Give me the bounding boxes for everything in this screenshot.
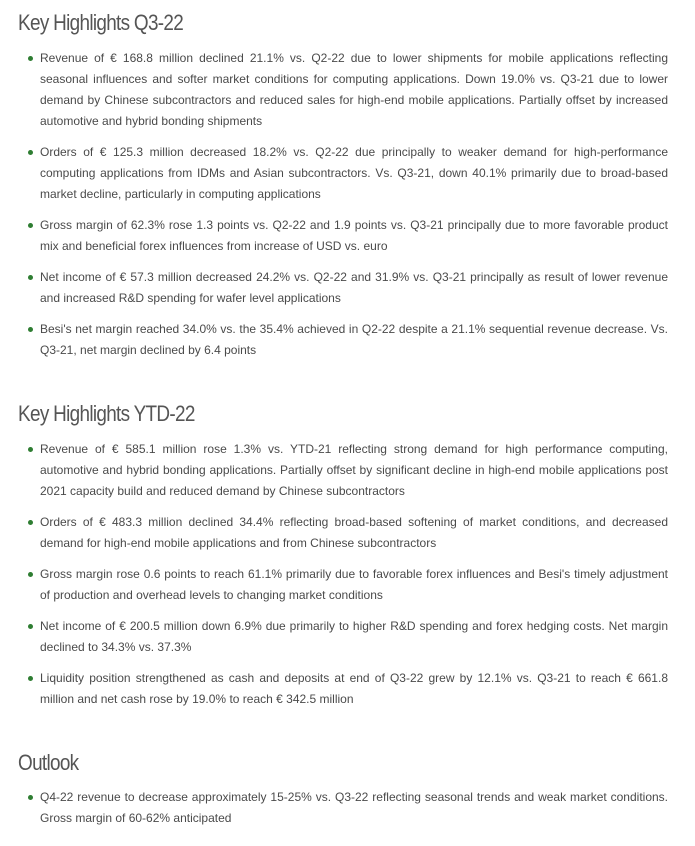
bullet-icon (28, 447, 33, 452)
section-key-highlights-ytd (0, 401, 695, 720)
list-item-text: Revenue of € 168.8 million declined 21.1% vs. Q2-22 due to lower shipments for mobile applications reflecting seasonal influences and softer market conditions for computing applications. Down 19.0% vs. Q3-21 due to lower demand by Chinese subcontractors and reduced sales for high-end mobile applications. Partially offset by increased automotive and hybrid bonding shipments (40, 51, 668, 128)
bullet-icon (28, 520, 33, 525)
list-item-text: Net income of € 200.5 million down 6.9% due primarily to higher R&D spending and forex hedging costs. Net margin declined to 34.3% vs. 37.3% (40, 619, 668, 654)
list-item (40, 215, 668, 257)
list-item (40, 439, 668, 502)
list-item-text: Gross margin of 62.3% rose 1.3 points vs. Q2-22 and 1.9 points vs. Q3-21 principally due to more favorable product mix and beneficial forex influences from increase of USD vs. euro (40, 218, 668, 253)
bullet-list (0, 48, 695, 361)
bullet-icon (28, 56, 33, 61)
bullet-icon (28, 150, 33, 155)
list-item-text: Gross margin rose 0.6 points to reach 61.1% primarily due to favorable forex influences and Besi's timely adjustment of production and overhead levels to changing market conditions (40, 567, 668, 602)
list-item (40, 142, 668, 205)
list-item (40, 564, 668, 606)
section-heading: Key Highlights YTD-22 (18, 401, 195, 426)
list-item (40, 48, 668, 132)
list-item-text: Orders of € 125.3 million decreased 18.2% vs. Q2-22 due principally to weaker demand for high-performance computing applications from IDMs and Asian subcontractors. Vs. Q3-21, down 40.1% primarily due to broad-based market decline, particularly in computing applications (40, 145, 668, 201)
bullet-icon (28, 572, 33, 577)
bullet-icon (28, 275, 33, 280)
bullet-list (0, 787, 695, 829)
list-item (40, 512, 668, 554)
list-item (40, 267, 668, 309)
list-item-text: Liquidity position strengthened as cash and deposits at end of Q3-22 grew by 12.1% vs. Q3-21 to reach € 661.8 million and net cash rose by 19.0% to reach € 342.5 million (40, 671, 668, 706)
bullet-icon (28, 223, 33, 228)
section-key-highlights-q3 (0, 10, 695, 371)
bullet-list (0, 439, 695, 710)
list-item (40, 787, 668, 829)
list-item-text: Q4-22 revenue to decrease approximately 15-25% vs. Q3-22 reflecting seasonal trends and weak market conditions. Gross margin of 60-62% anticipated (40, 790, 668, 825)
bullet-icon (28, 676, 33, 681)
list-item (40, 616, 668, 658)
bullet-icon (28, 327, 33, 332)
section-outlook (0, 750, 695, 839)
list-item (40, 319, 668, 361)
list-item-text: Besi's net margin reached 34.0% vs. the 35.4% achieved in Q2-22 despite a 21.1% sequential revenue decrease. Vs. Q3-21, net margin declined by 6.4 points (40, 322, 668, 357)
list-item-text: Net income of € 57.3 million decreased 24.2% vs. Q2-22 and 31.9% vs. Q3-21 principally as result of lower revenue and increased R&D spending for wafer level applications (40, 270, 668, 305)
bullet-icon (28, 624, 33, 629)
section-heading: Outlook (18, 750, 79, 775)
list-item (40, 668, 668, 710)
section-heading: Key Highlights Q3-22 (18, 10, 184, 35)
bullet-icon (28, 795, 33, 800)
list-item-text: Revenue of € 585.1 million rose 1.3% vs. YTD-21 reflecting strong demand for high performance computing, automotive and hybrid bonding applications. Partially offset by significant decline in high-end mobile applications post 2021 capacity build and reduced demand by Chinese subcontractors (40, 442, 668, 498)
list-item-text: Orders of € 483.3 million declined 34.4% reflecting broad-based softening of market conditions, and decreased demand for high-end mobile applications and from Chinese subcontractors (40, 515, 668, 550)
